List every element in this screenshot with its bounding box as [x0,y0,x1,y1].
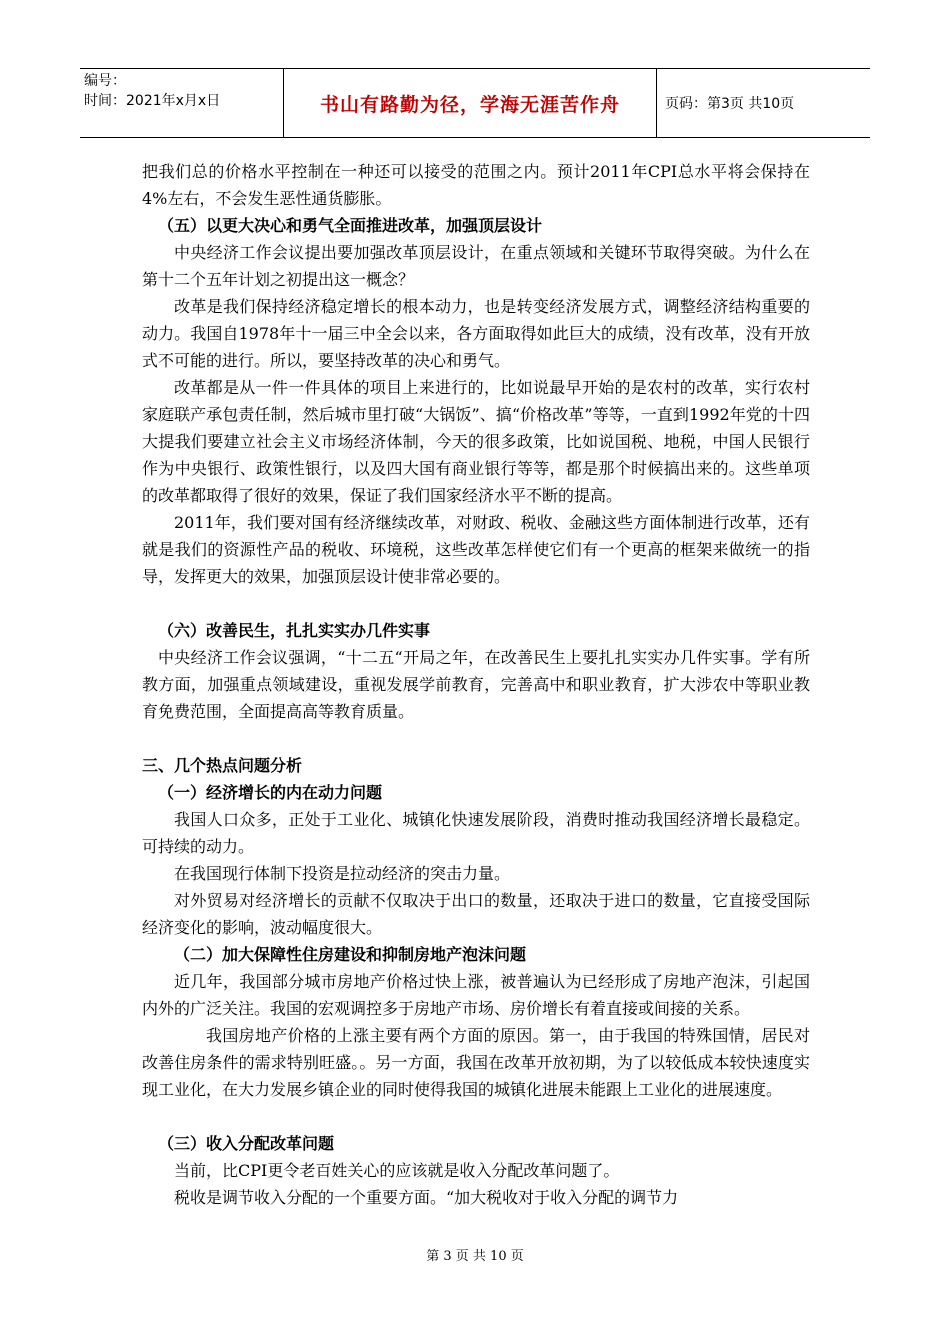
paragraph: 近几年，我国部分城市房地产价格过快上涨，被普遍认为已经形成了房地产泡沫，引起国内外的广泛关注。我国的宏观调控多于房地产市场、房价增长有着直接或间接的关系。 [142,972,810,1018]
header-motto: 书山有路勤为径，学海无涯苦作舟 [284,69,657,137]
document-number: 编号： [84,73,126,89]
page-header [80,68,870,138]
paragraph: 中央经济工作会议提出要加强改革顶层设计，在重点领域和关键环节取得突破。为什么在第十二个五年计划之初提出这一概念？ [142,243,810,289]
paragraph: 我国人口众多，正处于工业化、城镇化快速发展阶段，消费时推动我国经济增长最稳定。可持续的动力。 [142,810,810,856]
spacer [142,1103,810,1130]
paragraph: 改革都是从一件一件具体的项目上来进行的，比如说最早开始的是农村的改革，实行农村家庭联产承包责任制，然后城市里打破“大锅饭”、搞“价格改革”等等，一直到1992年党的十四大提我们要建立社会主义市场经济体制，今天的很多政策，比如说国税、地税，中国人民银行作为中央银行、政策性银行，以及四大国有商业银行等等，都是那个时候搞出来的。这些单项的改革都取得了很好的效果，保证了我们国家经济水平不断的提高。 [142,378,810,505]
page-footer: 第 3 页 共 10 页 [426,1249,524,1264]
paragraph: 对外贸易对经济增长的贡献不仅取决于出口的数量，还取决于进口的数量，它直接受国际经济变化的影响，波动幅度很大。 [142,891,810,937]
paragraph: 在我国现行体制下投资是拉动经济的突击力量。 [174,864,511,883]
spacer [142,590,810,617]
paragraph: 改革是我们保持经济稳定增长的根本动力，也是转变经济发展方式，调整经济结构重要的动力。我国自1978年十一届三中全会以来，各方面取得如此巨大的成绩，没有改革，没有开放式不可能的进行。所以，要坚持改革的决心和勇气。 [142,297,810,370]
paragraph: 税收是调节收入分配的一个重要方面。“加大税收对于收入分配的调节力 [174,1188,679,1207]
chapter-heading: 三、几个热点问题分析 [142,756,303,775]
section-heading: （五）以更大决心和勇气全面推进改革，加强顶层设计 [158,216,543,235]
spacer [142,725,810,752]
section-heading: （三）收入分配改革问题 [158,1134,335,1153]
header-page-number: 页码：第3页 共10页 [665,96,795,112]
paragraph: 把我们总的价格水平控制在一种还可以接受的范围之内。预计2011年CPI总水平将会保持在4%左右，不会发生恶性通货膨胀。 [142,162,810,208]
document-time: 时间：2021年x月x日 [84,93,221,109]
paragraph: 2011年，我们要对国有经济继续改革，对财政、税收、金融这些方面体制进行改革，还有就是我们的资源性产品的税收、环境税，这些改革怎样使它们有一个更高的框架来做统一的指导，发挥更大的效果，加强顶层设计使非常必要的。 [142,513,810,586]
paragraph: 中央经济工作会议强调，“十二五“开局之年，在改善民生上要扎扎实实办几件实事。学有所教方面，加强重点领域建设，重视发展学前教育，完善高中和职业教育，扩大涉农中等职业教育免费范围，全面提高高等教育质量。 [142,648,810,721]
header-meta [80,69,284,137]
section-heading: （二）加大保障性住房建设和抑制房地产泡沫问题 [174,945,527,964]
section-heading: （六）改善民生，扎扎实实办几件实事 [158,621,431,640]
paragraph: 我国房地产价格的上涨主要有两个方面的原因。第一，由于我国的特殊国情，居民对改善住房条件的需求特别旺盛。。另一方面，我国在改革开放初期，为了以较低成本较快速度实现工业化，在大力发展乡镇企业的同时使得我国的城镇化进展未能跟上工业化的进展速度。 [142,1026,810,1099]
document-body [142,158,810,1211]
paragraph: 当前，比CPI更令老百姓关心的应该就是收入分配改革问题了。 [174,1161,620,1180]
section-heading: （一）经济增长的内在动力问题 [158,783,383,802]
